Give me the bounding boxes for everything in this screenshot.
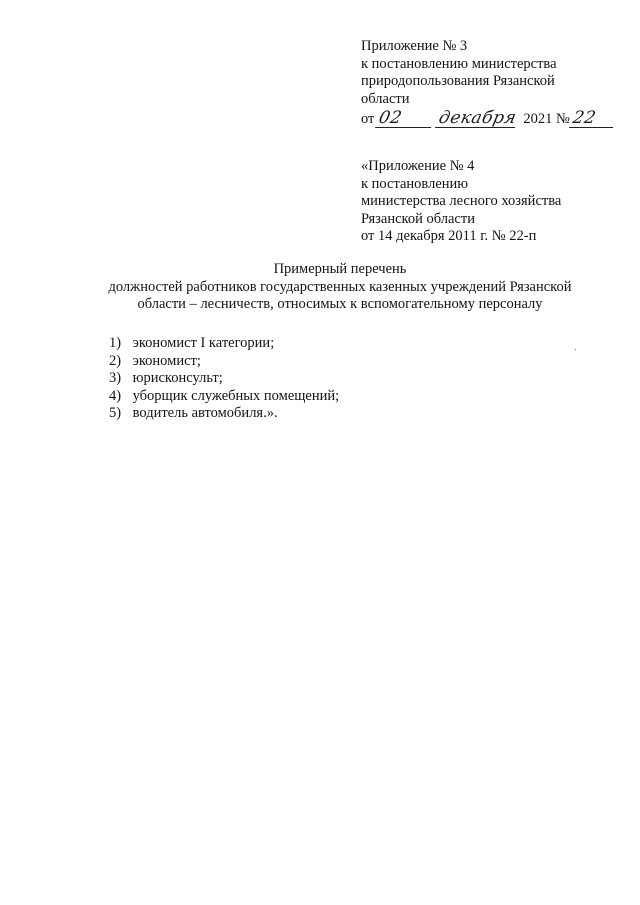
appendix-3-line-4: области xyxy=(361,90,410,107)
date-year: 2021 № xyxy=(523,110,570,127)
list-item-text: экономист; xyxy=(132,352,201,369)
title-heading: Примерный перечень xyxy=(273,261,407,277)
appendix-4-line-5: от 14 декабря 2011 г. № 22-п xyxy=(361,228,537,244)
list-item-number: 4) xyxy=(109,387,122,404)
list-item-text: водитель автомобиля.». xyxy=(132,405,278,421)
appendix-3-header xyxy=(361,38,615,128)
title-line-1: должностей работников государственных казенных учреждений Рязанской xyxy=(108,278,572,295)
appendix-4-line-4: Рязанской области xyxy=(361,210,475,227)
list-item-text: экономист I категории; xyxy=(132,335,275,351)
title-line-2: области – лесничеств, относимых к вспомогательному персоналу xyxy=(137,296,543,312)
list-item-number: 3) xyxy=(109,370,122,386)
list-item-number: 2) xyxy=(109,352,122,369)
positions-list xyxy=(109,335,339,423)
list-item-number: 1) xyxy=(109,335,122,351)
date-prefix: от xyxy=(361,110,375,127)
list-item-number: 5) xyxy=(109,405,122,421)
list-item-text: уборщик служебных помещений; xyxy=(132,387,340,404)
appendix-4-header xyxy=(361,158,561,246)
handwritten-day: 02 xyxy=(375,109,435,128)
list-item xyxy=(109,388,339,406)
list-item xyxy=(109,370,339,388)
appendix-3-title: Приложение № 3 xyxy=(361,38,468,54)
list-item xyxy=(109,353,339,371)
appendix-3-date-line xyxy=(361,108,615,128)
list-item xyxy=(109,335,339,353)
appendix-3-line-3: природопользования Рязанской xyxy=(361,73,555,89)
scan-speck xyxy=(575,349,576,350)
appendix-4-line-2: к постановлению xyxy=(361,175,469,192)
handwritten-month: декабря xyxy=(437,108,519,128)
appendix-4-title: «Приложение № 4 xyxy=(361,158,475,174)
document-title xyxy=(60,261,620,314)
handwritten-number: 22 xyxy=(569,109,617,128)
list-item-text: юрисконсульт; xyxy=(132,370,223,386)
appendix-4-line-3: министерства лесного хозяйства xyxy=(361,193,562,209)
list-item xyxy=(109,405,339,423)
appendix-3-line-2: к постановлению министерства xyxy=(361,55,557,72)
